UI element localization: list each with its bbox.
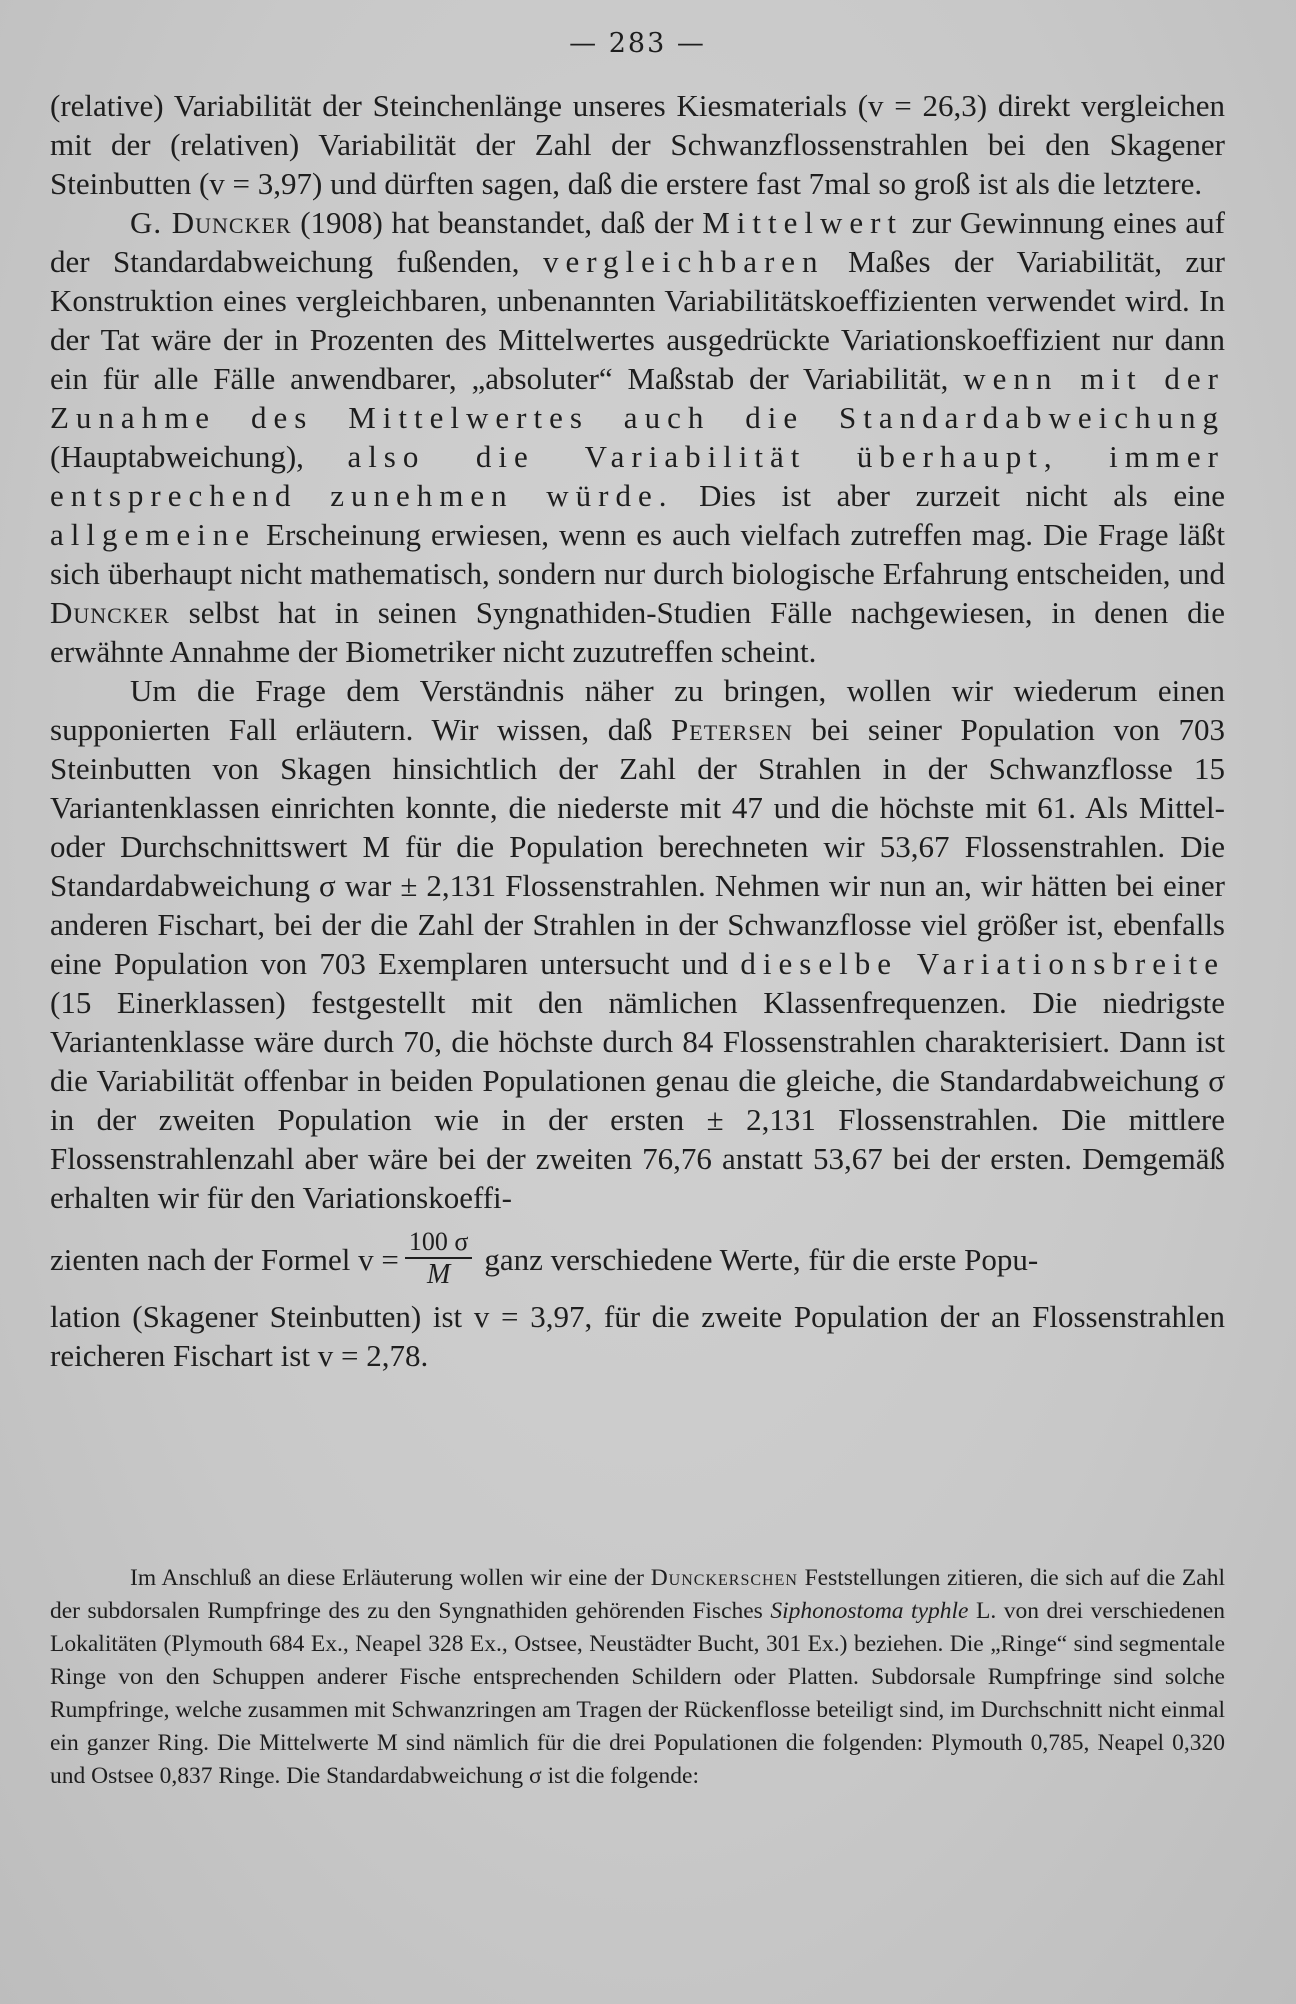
- text-run: bei seiner Population von 703 Steinbutten von Skagen hinsichtlich der Zahl der Strahlen in der Schwanzflosse 15 Variantenklassen einrichten konnte, die niederste mit 47 und die höchste mit 61. Als Mittel- oder Durchschnittswert M für die Population berechneten wir 53,67 Flossenstrahlen. Die Standardabweichung σ war ± 2,131 Flossenstrahlen. Nehmen wir nun an, wir hätten bei einer anderen Fischart, bei der die Zahl der Strahlen in der Schwanzflosse viel größer ist, ebenfalls eine Population von 703 Exemplaren untersucht und: [50, 712, 1225, 981]
- paragraph-3-end: lation (Skagener Steinbutten) ist v = 3,97, für die zweite Population der an Flossenstrahlen reicheren Fischart ist v = 2,78.: [50, 1299, 1225, 1373]
- emphasis-spaced: Mittelwert: [702, 205, 904, 240]
- emphasis-spaced: also die Variabilität überhaupt, immer entsprechend zunehmen würde.: [50, 439, 1226, 513]
- text-run: selbst hat in seinen Syngnathiden-Studien Fälle nachgewiesen, in denen die erwähnte Annahme der Biometriker nicht zuzutreffen scheint.: [50, 595, 1225, 669]
- emphasis-spaced: allgemeine: [50, 517, 256, 552]
- emphasis-spaced: vergleichbaren: [542, 244, 825, 279]
- species-name: Siphonostoma typhle: [770, 1598, 969, 1624]
- text-run: Um die Frage dem Verständnis näher zu bringen, wollen wir wiederum einen supponierten Fall erläutern. Wir wissen, daß: [50, 673, 1225, 747]
- page-number: — 283 —: [569, 28, 706, 59]
- footnote: [50, 1562, 1225, 1793]
- author-name: Petersen: [671, 712, 793, 747]
- author-name: G. Duncker: [130, 205, 292, 240]
- paragraph-3: [50, 671, 1225, 1217]
- text-run: (15 Einerklassen) festgestellt mit den nämlichen Klassenfrequenzen. Die niedrigste Variantenklasse wäre durch 70, die höchste durch 84 Flossenstrahlen charakterisiert. Dann ist die Variabilität offenbar in beiden Populationen genau die gleiche, die Standardabweichung σ in der zweiten Population wie in der ersten ± 2,131 Flossenstrahlen. Die mittlere Flossenstrahlenzahl aber wäre bei der zweiten 76,76 anstatt 53,67 bei der ersten. Demgemäß erhalten wir für den Variationskoeffi-: [50, 985, 1225, 1215]
- text-run: Erscheinung erwiesen, wenn es auch vielfach zutreffen mag. Die Frage läßt sich überhaupt nicht mathematisch, sondern nur durch biologische Erfahrung entscheiden, und: [50, 517, 1225, 591]
- text-run: Feststellungen zitieren, die sich auf die Zahl der subdorsalen Rumpfringe des zu den Syngnathiden gehörenden Fisches: [50, 1565, 1225, 1624]
- formula-line: [50, 1227, 1225, 1291]
- formula-denominator: M: [426, 1259, 451, 1290]
- text-run: zur Gewinnung eines auf der Standardabweichung fußenden,: [50, 205, 1225, 279]
- text-run: Dies ist aber zurzeit nicht als eine: [673, 478, 1225, 513]
- text-run: (1908) hat beanstandet, daß der: [291, 205, 703, 240]
- footnote-text: [50, 1562, 1225, 1793]
- formula-numerator: 100 σ: [408, 1227, 469, 1256]
- author-name: Duncker: [50, 595, 170, 630]
- paragraph-2: [50, 203, 1225, 671]
- text-run: (Hauptabweichung),: [50, 439, 348, 474]
- main-text: [50, 86, 1225, 1375]
- formula-prefix: zienten nach der Formel v =: [50, 1241, 399, 1277]
- formula-suffix: ganz verschiedene Werte, für die erste Popu-: [484, 1241, 1039, 1277]
- author-name: Dunckerschen: [650, 1565, 798, 1591]
- emphasis-spaced: dieselbe Variationsbreite: [740, 946, 1225, 981]
- text-run: Im Anschluß an diese Erläuterung wollen wir eine der: [130, 1565, 651, 1591]
- formula-fraction: [405, 1227, 473, 1291]
- paragraph-1: (relative) Variabilität der Steinchenlänge unseres Kiesmaterials (v = 26,3) direkt vergleichen mit der (relativen) Variabilität der Zahl der Schwanzflossenstrahlen bei den Skagener Steinbutten (v = 3,97) und dürften sagen, daß die erstere fast 7mal so groß ist als die letztere.: [50, 88, 1225, 201]
- text-run: Maßes der Variabilität, zur Konstruktion eines vergleichbaren, unbenannten Variabilitätskoeffizienten verwendet wird. In der Tat wäre der in Prozenten des Mittelwertes ausgedrückte Variationskoeffizient nur dann ein für alle Fälle anwendbarer, „absoluter“ Maßstab der Variabilität,: [50, 244, 1225, 396]
- emphasis-spaced: wenn mit der Zunahme des Mittelwertes auch die Standardabweichung: [50, 361, 1225, 435]
- text-run: L. von drei verschiedenen Lokalitäten (Plymouth 684 Ex., Neapel 328 Ex., Ostsee, Neustädter Bucht, 301 Ex.) beziehen. Die „Ringe“ sind segmentale Ringe von den Schuppen anderer Fische entsprechenden Schildern oder Platten. Subdorsale Rumpfringe sind solche Rumpfringe, welche zusammen mit Schwanzringen am Tragen der Rückenflosse beteiligt sind, im Durchschnitt nicht einmal ein ganzer Ring. Die Mittelwerte M sind nämlich für die drei Populationen die folgenden: Plymouth 0,785, Neapel 0,320 und Ostsee 0,837 Ringe. Die Standardabweichung σ ist die folgende:: [50, 1598, 1226, 1789]
